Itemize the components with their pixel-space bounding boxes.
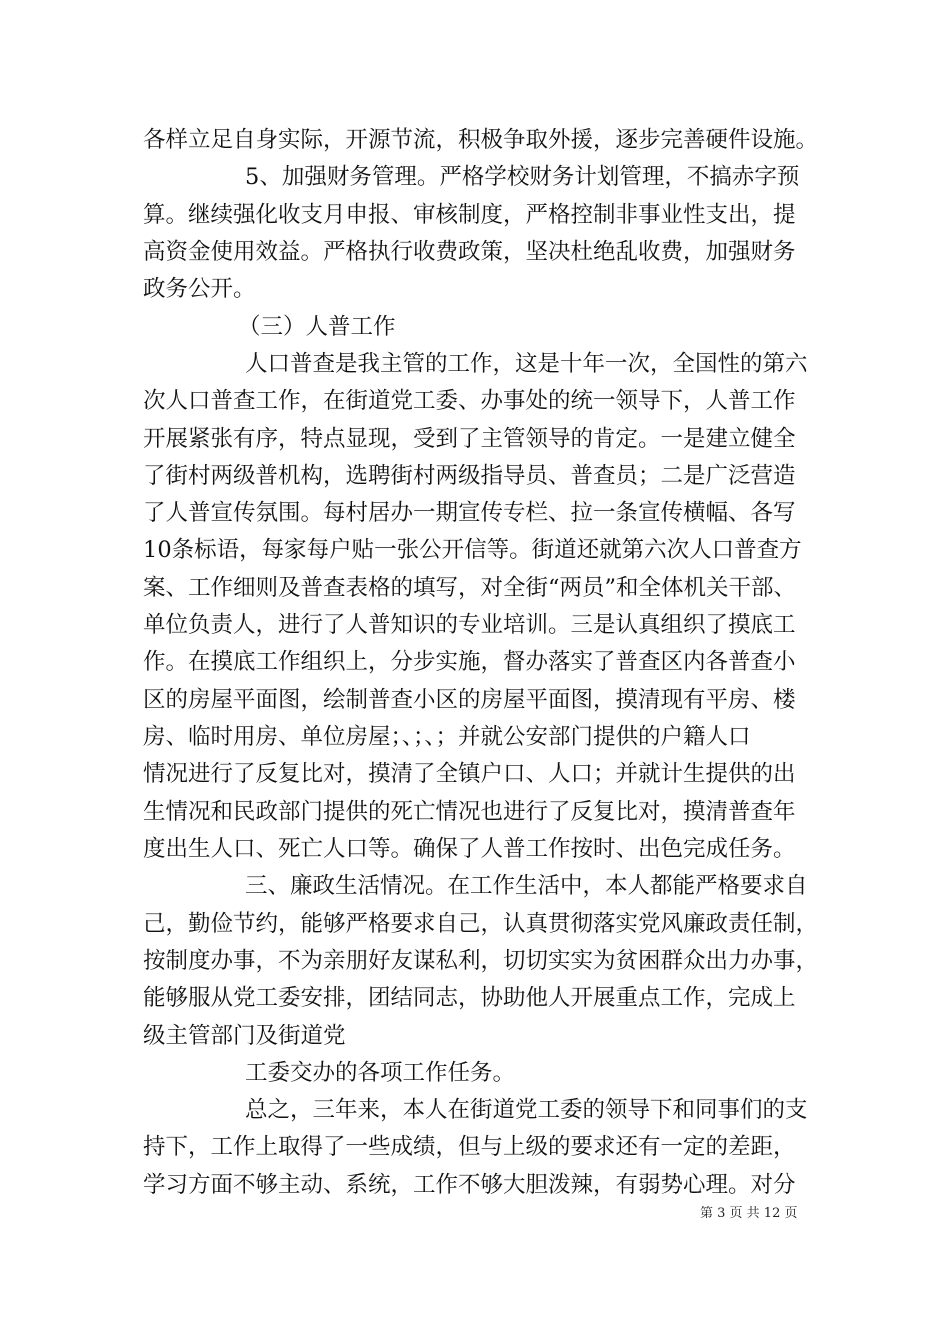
text-line: 10条标语，每家每户贴一张公开信等。街道还就第六次人口普查方 [143, 537, 802, 563]
text-line: 人口普查是我主管的工作，这是十年一次，全国性的第六 [245, 351, 808, 377]
text-line: 作。在摸底工作组织上，分步实施，督办落实了普查区内各普查小 [143, 649, 796, 675]
text-line: 了街村两级普机构，选聘街村两级指导员、普查员；二是广泛营造 [143, 463, 796, 489]
text-line: 级主管部门及街道党 [143, 1023, 346, 1049]
text-line: 按制度办事，不为亲朋好友谋私利，切切实实为贫困群众出力办事， [143, 948, 819, 974]
text-line: 算。继续强化收支月申报、审核制度，严格控制非事业性支出，提 [143, 202, 796, 228]
text-line: 5、加强财务管理。严格学校财务计划管理，不搞赤字预 [245, 164, 800, 190]
page-number: 第 3 页 共 12 页 [700, 1206, 798, 1221]
text-line: 能够服从党工委安排，团结同志，协助他人开展重点工作，完成上 [143, 985, 796, 1011]
text-line: 三、廉政生活情况。在工作生活中，本人都能严格要求自 [245, 873, 808, 899]
text-line: 度出生人口、死亡人口等。确保了人普工作按时、出色完成任务。 [143, 836, 796, 862]
text-line: 案、工作细则及普查表格的填写，对全街“两员”和全体机关干部、 [143, 575, 797, 601]
text-line: 政务公开。 [143, 276, 256, 302]
text-line: 持下，工作上取得了一些成绩，但与上级的要求还有一定的差距， [143, 1134, 796, 1160]
section-heading: （三）人普工作 [238, 314, 396, 340]
text-line: 区的房屋平面图，绘制普查小区的房屋平面图，摸清现有平房、楼 [143, 687, 796, 713]
text-line: 己，勤俭节约，能够严格要求自己，认真贯彻落实党风廉政责任制， [143, 911, 819, 937]
text-line: 工委交办的各项工作任务。 [245, 1060, 516, 1086]
text-line: 单位负责人，进行了人普知识的专业培训。三是认真组织了摸底工 [143, 612, 796, 638]
text-line: 情况进行了反复比对，摸清了全镇户口、人口；并就计生提供的出 [143, 761, 796, 787]
text-line: 高资金使用效益。严格执行收费政策，坚决杜绝乱收费，加强财务 [143, 239, 796, 265]
text-line: 生情况和民政部门提供的死亡情况也进行了反复比对，摸清普查年 [143, 799, 796, 825]
text-line: 学习方面不够主动、系统，工作不够大胆泼辣，有弱势心理。对分 [143, 1172, 796, 1198]
text-line: 房、临时用房、单位房屋；、；、；并就公安部门提供的户籍人口 [143, 724, 751, 750]
text-line: 总之，三年来，本人在街道党工委的领导下和同事们的支 [245, 1097, 808, 1123]
text-line: 了人普宣传氛围。每村居办一期宣传专栏、拉一条宣传横幅、各写 [143, 500, 796, 526]
text-line: 各样立足自身实际，开源节流，积极争取外援，逐步完善硬件设施。 [143, 127, 819, 153]
text-line: 次人口普查工作，在街道党工委、办事处的统一领导下，人普工作 [143, 388, 796, 414]
text-line: 开展紧张有序，特点显现，受到了主管领导的肯定。一是建立健全 [143, 426, 796, 452]
